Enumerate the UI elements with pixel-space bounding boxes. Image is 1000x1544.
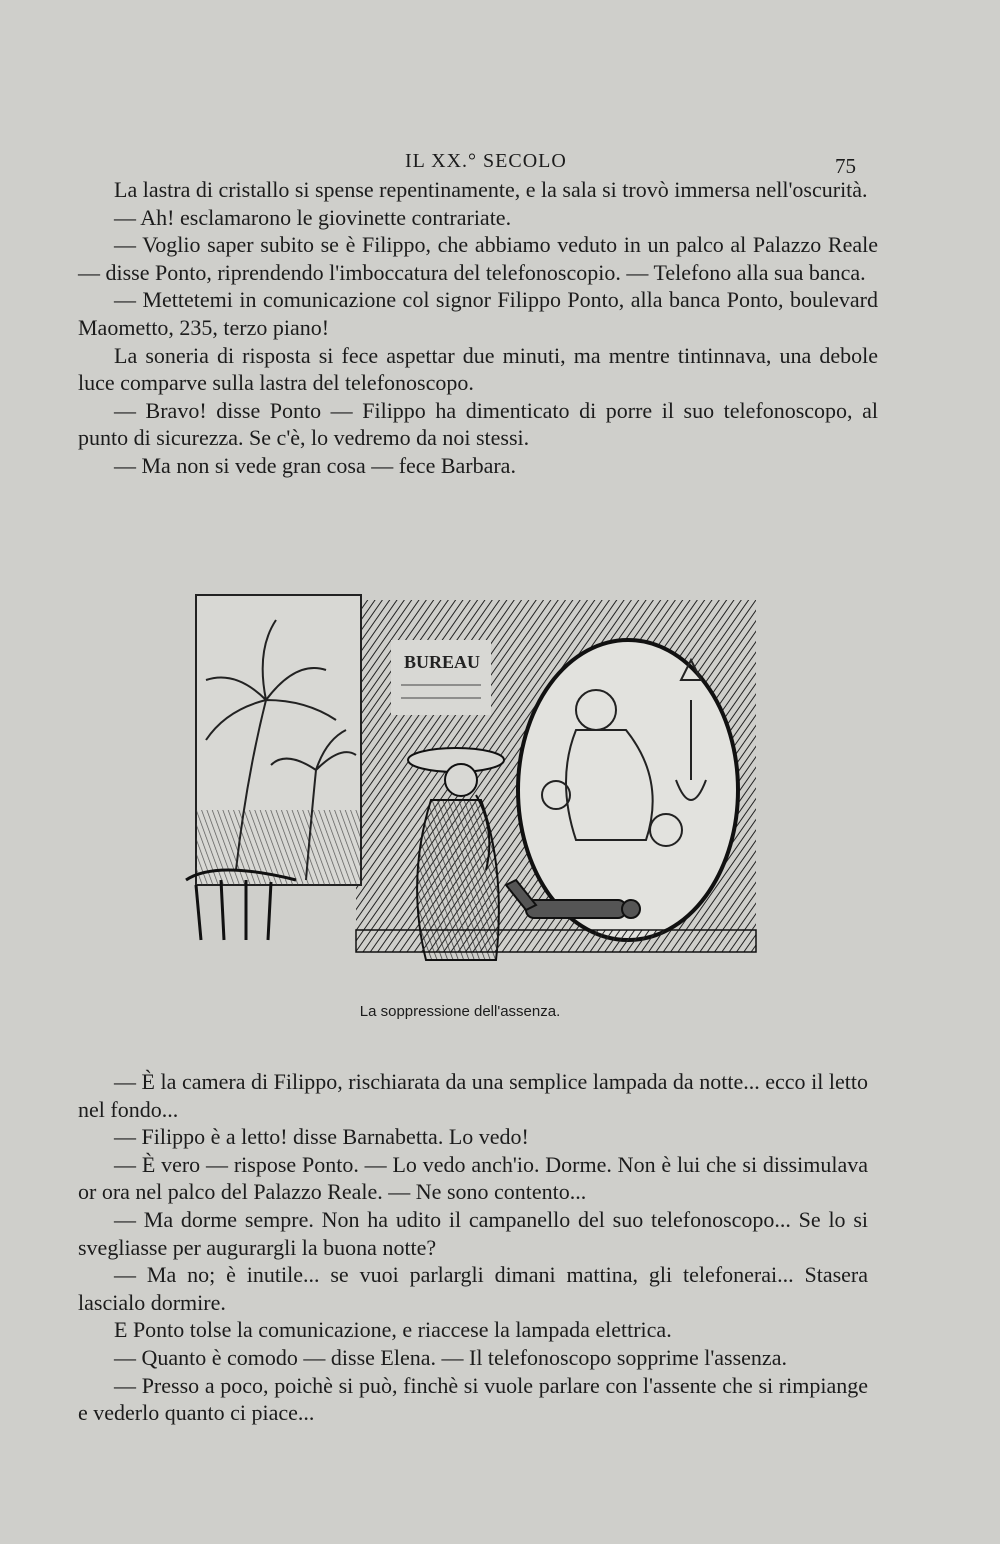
paragraph: — Voglio saper subito se è Filippo, che abbiamo veduto in un palco al Palazzo Reale — disse Ponto, riprendendo l'imboccatura del telefonoscopio. — Telefono alla sua banca. xyxy=(78,232,878,285)
paragraph: — Ah! esclamarono le giovinette contrariate. xyxy=(114,204,512,230)
paragraph: — Presso a poco, poichè si può, finchè si vuole parlare con l'assente che si rimpiange e vederlo quanto ci piace... xyxy=(78,1372,868,1426)
page-number: 75 xyxy=(835,154,856,178)
figure-caption: La soppressione dell'assenza. xyxy=(359,1003,561,1020)
jungle-undergrowth xyxy=(196,810,361,885)
paragraph: — Ma non si vede gran cosa — fece Barbara. xyxy=(114,452,516,478)
bottom-text-block xyxy=(78,1068,868,1427)
paragraph: — Bravo! disse Ponto — Filippo ha dimenticato di porre il suo telefonoscopo, al punto di sicurezza. Se c'è, lo vedremo da noi stessi. xyxy=(78,397,878,451)
running-title: IL XX.° SECOLO xyxy=(405,150,567,172)
paragraph: — Ma dorme sempre. Non ha udito il campanello del suo telefonoscopo... Se lo si svegliasse per augurargli la buona notte? xyxy=(78,1206,868,1260)
paragraph: — Quanto è comodo — disse Elena. — Il telefonoscopo sopprime l'assenza. xyxy=(114,1344,787,1370)
paragraph: — Mettetemi in comunicazione col signor Filippo Ponto, alla banca Ponto, boulevard Maometto, 235, terzo piano! xyxy=(78,287,878,340)
paragraph: — È la camera di Filippo, rischiarata da una semplice lampada da notte... ecco il letto nel fondo... xyxy=(78,1069,868,1122)
paragraph: La lastra di cristallo si spense repentinamente, e la sala si trovò immersa nell'oscurità. xyxy=(114,177,868,202)
paragraph: — È vero — rispose Ponto. — Lo vedo anch'io. Dorme. Non è lui che si dissimulava or ora nel palco del Palazzo Reale. — Ne sono contento... xyxy=(78,1151,868,1205)
paragraph: E Ponto tolse la comunicazione, e riaccese la lampada elettrica. xyxy=(114,1317,672,1343)
paragraph: — Filippo è a letto! disse Barnabetta. Lo vedo! xyxy=(114,1124,529,1150)
top-text-block xyxy=(78,176,878,480)
telephonoscope-screen xyxy=(518,640,738,940)
illustration xyxy=(176,580,776,1000)
engraving-illustration xyxy=(176,580,776,1000)
paragraph: — Ma no; è inutile... se vuoi parlargli dimani mattina, gli telefonerai... Stasera lascialo dormire. xyxy=(78,1262,868,1315)
paragraph: La soneria di risposta si fece aspettar due minuti, ma mentre tintinnava, una debole luce comparve sulla lastra del telefonoscopo. xyxy=(78,342,878,396)
desk xyxy=(356,930,756,952)
bureau-sign-text: BUREAU xyxy=(404,652,481,672)
